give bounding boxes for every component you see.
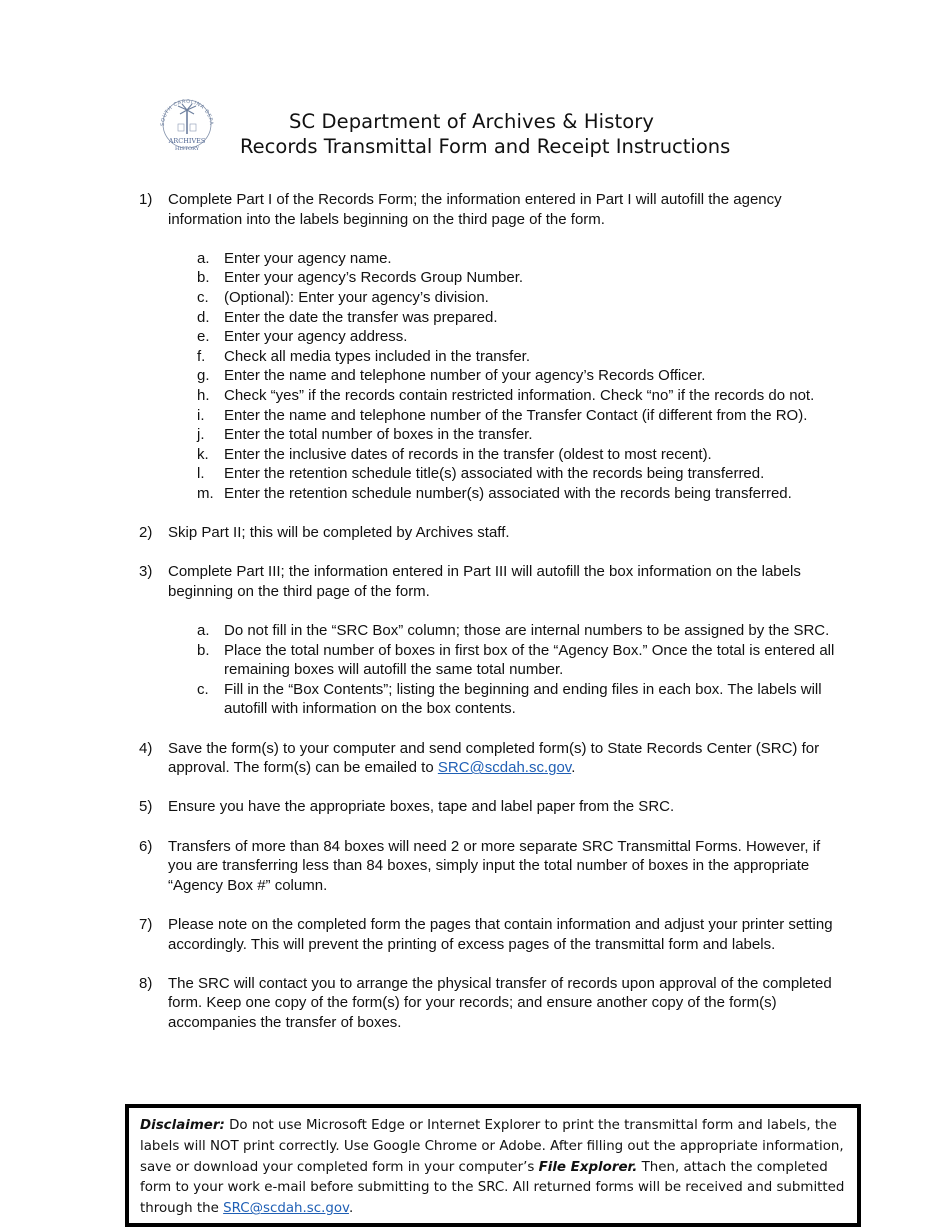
instruction-text: Skip Part II; this will be completed by Archives staff.: [168, 524, 510, 542]
sub-letter: h.: [197, 386, 210, 404]
instruction-number: 7): [139, 915, 153, 933]
disclaimer-label: Disclaimer:: [140, 1118, 225, 1133]
sub-letter: a.: [197, 622, 210, 640]
disclaimer-box: [125, 1104, 861, 1227]
disclaimer-email-link[interactable]: SRC@scdah.sc.gov: [223, 1201, 349, 1217]
sub-item-e: [168, 327, 844, 347]
seal-arc-text: SOUTH CAROLINA DEPA: [159, 98, 215, 127]
instruction-number: 3): [139, 563, 153, 581]
seal-history-text: HISTORY: [174, 146, 200, 152]
sub-letter: f.: [197, 347, 206, 365]
instruction-text: Complete Part I of the Records Form; the information entered in Part I will autofill the agency information into the labels beginning on the third page of the form.: [168, 191, 782, 228]
instruction-7: [139, 915, 844, 954]
instruction-text: Please note on the completed form the pages that contain information and adjust your printer setting accordingly. This will prevent the printing of excess pages of the transmittal form and labels.: [168, 915, 833, 953]
sub-text: Enter your agency name.: [224, 249, 392, 267]
instruction-text: Ensure you have the appropriate boxes, tape and label paper from the SRC.: [168, 798, 675, 816]
instruction-2: [139, 523, 844, 543]
instruction-number: 1): [139, 191, 153, 208]
sub-item-d: [168, 308, 844, 328]
disclaimer-text-1: Do not use Microsoft Edge or Internet Explorer to print the transmittal form and labels, the labels will NOT print correctly. Use Google Chrome or Adobe. After filling out the appropriate information, save or download your completed form in your computer’s: [140, 1118, 844, 1175]
sub-letter: c.: [197, 288, 209, 306]
instruction-number: 8): [139, 974, 153, 992]
page-title-line2: Records Transmittal Form and Receipt Instructions: [240, 135, 731, 158]
sub-item-f: [168, 347, 844, 367]
sub-item-b: [168, 268, 844, 288]
sub-text: Enter your agency’s Records Group Number.: [224, 269, 524, 287]
sub-item-c: [168, 680, 844, 719]
sc-archives-seal-logo: [156, 96, 218, 154]
sub-item-l: [168, 464, 844, 484]
sub-letter: d.: [197, 308, 210, 326]
sub-text: Enter the date the transfer was prepared.: [224, 308, 498, 326]
sub-letter: j.: [197, 426, 205, 444]
sub-text: Do not fill in the “SRC Box” column; those are internal numbers to be assigned by the SRC.: [224, 622, 830, 640]
instruction-text: Complete Part III; the information entered in Part III will autofill the box information on the labels beginning on the third page of the form.: [168, 563, 801, 600]
sub-text: Enter your agency address.: [224, 328, 408, 346]
sub-text: Enter the name and telephone number of the Transfer Contact (if different from the RO).: [224, 406, 808, 424]
instruction-text: Save the form(s) to your computer and send completed form(s) to State Records Center (SRC) for approval. The form(s) can be emailed to: [168, 739, 820, 777]
instruction-8: [139, 974, 844, 1033]
src-email-link[interactable]: SRC@scdah.sc.gov: [437, 759, 572, 777]
instruction-1: [139, 190, 844, 504]
sub-list: [168, 621, 844, 719]
instruction-number: 4): [139, 739, 153, 757]
instruction-5: [139, 797, 844, 817]
instruction-6: [139, 837, 844, 896]
sub-letter: c.: [197, 680, 209, 698]
seal-archives-text: ARCHIVES: [168, 137, 206, 145]
sub-text: Enter the retention schedule title(s) associated with the records being transferred.: [224, 465, 765, 483]
sub-text: Check all media types included in the transfer.: [224, 347, 530, 365]
sub-letter: e.: [197, 328, 210, 346]
disclaimer-end: .: [348, 1201, 354, 1217]
sub-text: (Optional): Enter your agency’s division.: [224, 288, 489, 306]
sub-letter: b.: [197, 641, 210, 659]
sub-list: [168, 249, 844, 504]
instruction-number: 2): [139, 524, 153, 542]
sub-item-g: [168, 366, 844, 386]
sub-text: Enter the total number of boxes in the transfer.: [224, 426, 533, 444]
instruction-text: The SRC will contact you to arrange the physical transfer of records upon approval of the completed form. Keep one copy of the form(s) for your records; and ensure another copy of the form(s) accompanies the transfer of boxes.: [168, 974, 832, 1031]
instruction-text: Transfers of more than 84 boxes will need 2 or more separate SRC Transmittal Forms. However, if you are transferring less than 84 boxes, simply input the total number of boxes in the appropriate “Agency Box #” column.: [168, 837, 821, 894]
sub-text: Fill in the “Box Contents”; listing the beginning and ending files in each box. The labels will autofill with information on the box contents.: [224, 680, 822, 718]
instruction-number: 5): [139, 798, 153, 816]
sub-item-a: [168, 621, 844, 641]
sub-item-c: [168, 288, 844, 308]
instruction-number: 6): [139, 837, 153, 855]
page-title-line1: SC Department of Archives & History: [289, 110, 654, 133]
sub-letter: l.: [197, 465, 205, 483]
sub-item-j: [168, 425, 844, 445]
sub-letter: i.: [197, 406, 205, 424]
disclaimer-text-2: Then, attach the completed form to your work e-mail before submitting to the SRC. All returned forms will be received and submitted through the: [140, 1159, 845, 1217]
sub-text: Enter the retention schedule number(s) associated with the records being transferred.: [224, 484, 792, 502]
sub-letter: a.: [197, 249, 210, 267]
sub-letter: b.: [197, 269, 210, 287]
sub-item-i: [168, 406, 844, 426]
sub-letter: m.: [197, 484, 214, 502]
sub-item-h: [168, 386, 844, 406]
instructions-list: [139, 190, 844, 1052]
sub-item-a: [168, 249, 844, 269]
sub-letter: k.: [197, 445, 209, 463]
sub-text: Place the total number of boxes in first box of the “Agency Box.” Once the total is entered all remaining boxes will autofill the same total number.: [224, 641, 835, 679]
sub-text: Enter the name and telephone number of your agency’s Records Officer.: [224, 367, 706, 385]
sub-letter: g.: [197, 367, 210, 385]
instruction-4: [139, 739, 844, 778]
file-explorer-text: File Explorer.: [538, 1159, 638, 1175]
instruction-text-end: .: [571, 759, 576, 777]
sub-item-k: [168, 445, 844, 465]
sub-text: Enter the inclusive dates of records in the transfer (oldest to most recent).: [224, 445, 712, 463]
sub-text: Check “yes” if the records contain restricted information. Check “no” if the records do not.: [224, 386, 815, 404]
sub-item-m: [168, 484, 844, 504]
sub-item-b: [168, 641, 844, 680]
instruction-3: [139, 562, 844, 719]
